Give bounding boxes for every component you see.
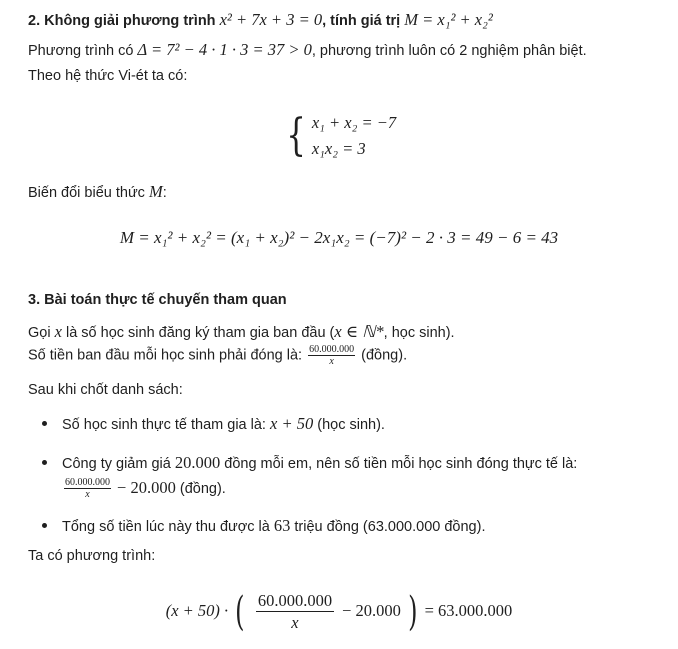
initial-fee-denominator: x <box>329 356 334 367</box>
b2-prefix: Công ty giảm giá <box>62 455 171 472</box>
discriminant-suffix: , phương trình luôn có 2 nghiệm phân biệt. <box>311 43 587 59</box>
left-paren-icon: ( <box>235 588 245 635</box>
final-eq-numerator: 60.000.000 <box>256 590 334 612</box>
b1-suffix: (học sinh). <box>317 417 385 433</box>
initial-fee-line <box>28 344 407 367</box>
final-eq-right: = 63.000.000 <box>424 600 513 620</box>
b2-amount: 20.000 <box>174 452 221 472</box>
s2-title-expression: M = x₁² + x₂² <box>404 10 493 29</box>
vieta-system <box>0 110 678 163</box>
final-eq-minus: − 20.000 <box>342 600 401 620</box>
transform-variable: M <box>148 182 163 201</box>
b3-prefix: Tổng số tiền lúc này thu được là <box>62 519 270 536</box>
actual-fee-numerator: 60.000.000 <box>65 477 110 489</box>
p1-variable: x <box>54 322 62 341</box>
list-item <box>28 412 658 437</box>
initial-fee-numerator: 60.000.000 <box>309 344 355 355</box>
p2-prefix: Số tiền ban đầu mỗi học sinh phải đóng là: <box>28 347 303 364</box>
system-equation-1: x₁ + x₂ = −7 <box>311 113 397 132</box>
actual-fee-denominator: x <box>85 489 90 501</box>
p1-prefix: Gọi <box>28 325 51 341</box>
p1-suffix: , học sinh). <box>383 325 455 341</box>
transform-suffix: : <box>162 185 167 201</box>
s3-title: 3. Bài toán thực tế chuyến tham quan <box>28 292 287 308</box>
actual-fee-unit: (đồng). <box>179 480 226 497</box>
discriminant-equation: Δ = 7² − 4 · 1 · 3 = 37 > 0 <box>137 40 312 59</box>
b3-suffix: triệu đồng (63.000.000 đồng). <box>294 519 486 536</box>
s2-title-mid: , tính giá trị <box>322 13 401 29</box>
list-item <box>28 451 658 501</box>
initial-fee-fraction <box>308 344 355 367</box>
p2-suffix: (đồng). <box>361 347 408 364</box>
after-list-intro: Sau khi chốt danh sách: <box>28 382 183 398</box>
final-eq-fraction <box>256 590 334 634</box>
m-derivation-equation <box>0 225 678 251</box>
variable-definition <box>28 320 455 345</box>
list-item <box>28 514 658 539</box>
m-derivation-text: M = x₁² + x₂² = (x₁ + x₂)² − 2x₁x₂ = (−7)² − 2 · 3 = 49 − 6 = 43 <box>119 228 559 247</box>
b1-expression: x + 50 <box>270 414 314 433</box>
final-eq-denominator: x <box>291 613 299 633</box>
final-equation <box>0 590 678 634</box>
left-brace-icon: { <box>286 110 306 162</box>
discriminant-line <box>28 38 587 63</box>
vieta-intro: Theo hệ thức Vi-ét ta có: <box>28 68 188 84</box>
transform-prefix: Biến đổi biểu thức <box>28 185 145 201</box>
b2-suffix: đồng mỗi em, nên số tiền mỗi học sinh đóng thực tế là: <box>224 455 578 472</box>
p1-set: x ∈ ℕ* <box>334 322 384 341</box>
b1-prefix: Số học sinh thực tế tham gia là: <box>62 417 266 433</box>
equation-intro: Ta có phương trình: <box>28 548 156 564</box>
discriminant-prefix: Phương trình có <box>28 43 134 59</box>
section-2-heading <box>28 8 493 33</box>
conditions-list <box>28 412 658 539</box>
s2-title-equation: x² + 7x + 3 = 0 <box>219 10 323 29</box>
section-3-heading <box>28 290 287 312</box>
actual-fee-tail: − 20.000 <box>117 477 176 497</box>
actual-fee-fraction <box>64 477 111 500</box>
s2-title-prefix: 2. Không giải phương trình <box>28 13 216 29</box>
p1-mid: là số học sinh đăng ký tham gia ban đầu ( <box>65 325 335 341</box>
system-equation-2: x₁x₂ = 3 <box>311 139 366 159</box>
final-eq-left: (x + 50) · <box>165 600 229 620</box>
b3-number: 63 <box>273 516 291 536</box>
transform-intro <box>28 180 167 205</box>
right-paren-icon: ) <box>408 588 418 635</box>
